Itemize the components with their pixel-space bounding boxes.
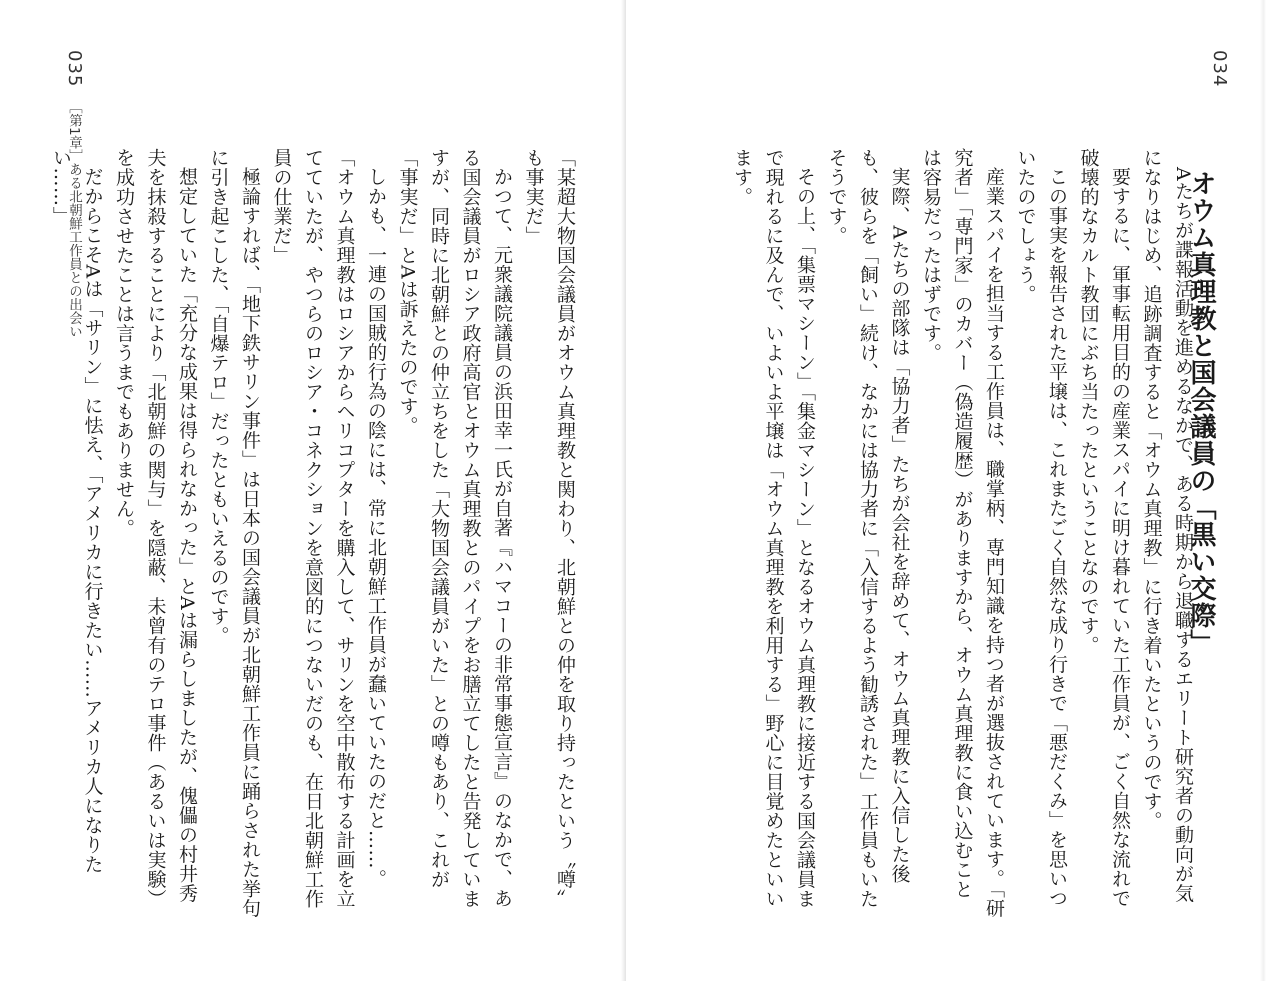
paragraph: この事実を報告された平壌は、これまたごく自然な成り行きで「悪だくみ」を思いついたのでしょう。	[1014, 148, 1068, 908]
paragraph: かつて、元衆議院議員の浜田幸一氏が自著『ハマコーの非常事態宣言』のなかで、ある国会議員がロシア政府高官とオウム真理教とのパイプをお膳立てしたと告発していますが、同時に北朝鮮との仲立ちをした「大物国会議員がいた」との噂もあり、これが「事実だ」とAは訴えたのです。	[396, 148, 513, 909]
paragraph: その上、「集票マシーン」「集金マシーン」となるオウム真理教に接近する国会議員まで現れるに及んで、いよいよ平壌は「オウム真理教を利用する」野心に目覚めたといいます。	[731, 148, 816, 909]
paragraph: Aたちが諜報活動を進めるなかで、ある時期から退職するエリート研究者の動向が気になりはじめ、追跡調査すると「オウム真理教」に行き着いたというのです。	[1140, 148, 1194, 903]
right-page	[626, 0, 1280, 981]
page-number-left: 035	[64, 50, 85, 88]
paragraph: 極論すれば、「地下鉄サリン事件」は日本の国会議員が北朝鮮工作員に踊らされた挙句に引き起こした、「自爆テロ」だったともいえるのです。	[207, 148, 261, 918]
paragraph: だからこそAは「サリン」に怯え、「アメリカに行きたい……アメリカ人になりたい……」	[50, 148, 104, 874]
paragraph: 「某超大物国会議員がオウム真理教と関わり、北朝鮮との仲を取り持ったという〝噂〟も事実だ」	[522, 148, 576, 909]
paragraph: 要するに、軍事転用目的の産業スパイに明け暮れていた工作員が、ごく自然な流れで破壊的なカルト教団にぶち当たったということなのです。	[1077, 148, 1131, 908]
page-number-right: 034	[1209, 50, 1230, 88]
paragraph: 産業スパイを担当する工作員は、職掌柄、専門知識を持つ者が選抜されています。「研究者」「専門家」のカバー（偽造履歴）がありますから、オウム真理教に食い込むことは容易だったはずです。	[920, 148, 1005, 918]
right-page-body	[690, 148, 1198, 918]
paragraph: 想定していた「充分な成果は得られなかった」とAは漏らしましたが、傀儡の村井秀夫を抹殺することにより「北朝鮮の関与」を隠蔽、未曾有のテロ事件（あるいは実験）を成功させたことは言うまでもありません。	[113, 148, 198, 909]
paragraph: 実際、Aたちの部隊は「協力者」たちが会社を辞めて、オウム真理教に入信した後も、彼らを「飼い」続け、なかには協力者に「入信するよう勧誘された」工作員もいたそうです。	[825, 148, 911, 909]
running-head: ［第1章］ある北朝鮮工作員との出会い	[66, 100, 82, 339]
left-page	[0, 0, 626, 981]
page-edge	[1260, 0, 1266, 981]
section-heading: オウム真理教と国会議員の「黒い交際」	[1186, 170, 1216, 656]
paragraph: 「オウム真理教はロシアからヘリコプターを購入して、サリンを空中散布する計画を立てていたが、やつらのロシア・コネクションを意図的につないだのも、在日北朝鮮工作員の仕業だ」	[270, 148, 356, 909]
paragraph: しかも、一連の国賊的行為の陰には、常に北朝鮮工作員が蠢いていたのだと……。	[365, 167, 387, 889]
